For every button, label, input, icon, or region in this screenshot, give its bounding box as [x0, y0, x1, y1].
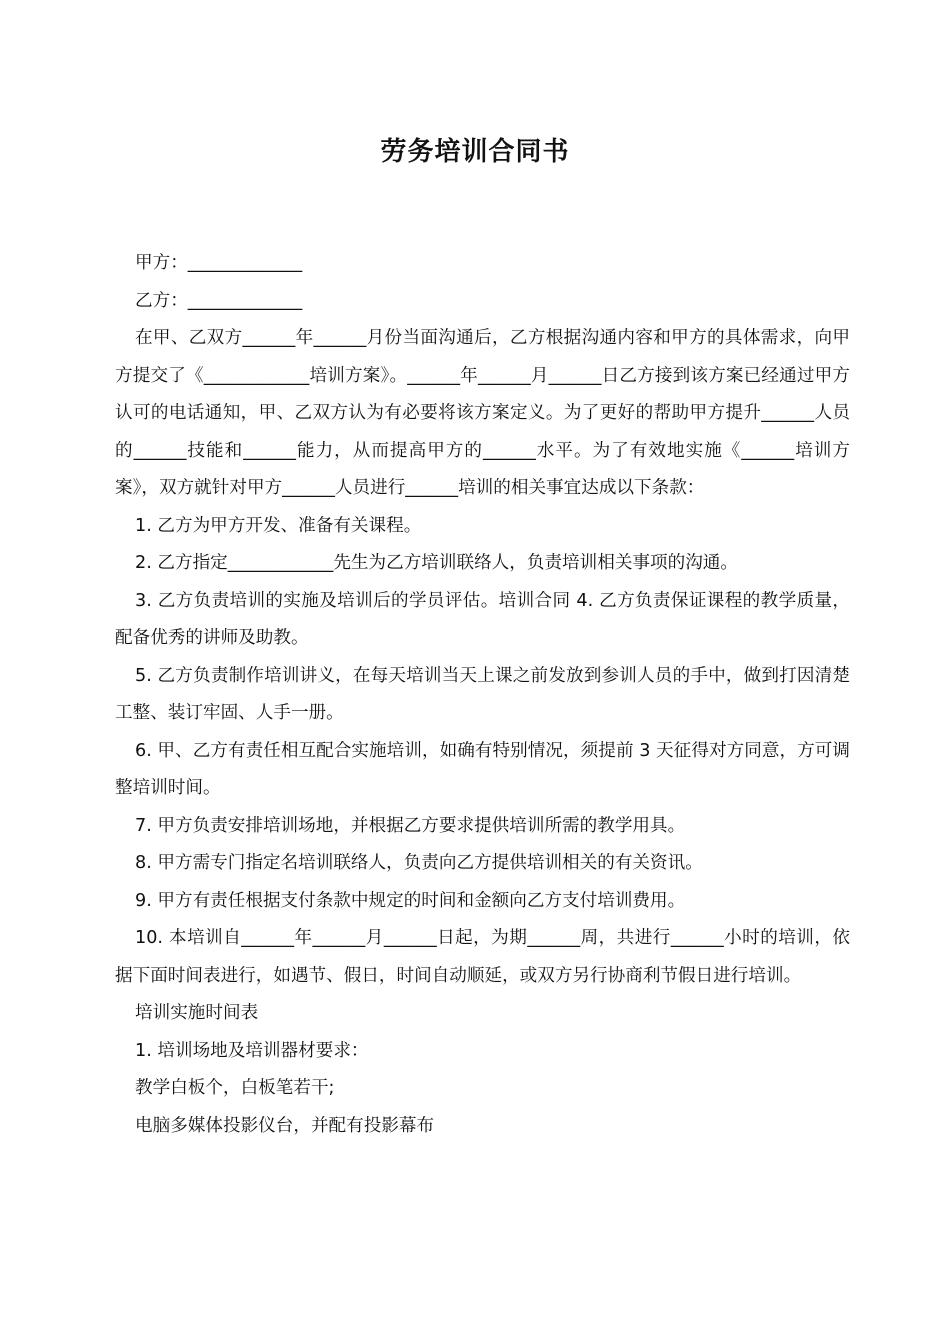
document-title: 劳务培训合同书 [380, 137, 570, 167]
venue-heading: 1. 培训场地及培训器材要求： [135, 1040, 369, 1061]
clause-5: 5. 乙方负责制作培训讲义，在每天培训当天上课之前发放到参训人员的手中，做到打因清楚工整、装订牢固、人手一册。 [115, 665, 850, 723]
equipment-item-2: 电脑多媒体投影仪台，并配有投影幕布 [135, 1115, 435, 1136]
equipment-item-1: 教学白板个，白板笔若干; [135, 1078, 335, 1098]
clause-6: 6. 甲、乙方有责任相互配合实施培训，如确有特别情况，须提前 3 天征得对方同意，方可调整培训时间。 [115, 740, 850, 798]
document-body [115, 245, 850, 1145]
clause-9: 9. 甲方有责任根据支付条款中规定的时间和金额向乙方支付培训费用。 [135, 890, 686, 911]
clause-7: 7. 甲方负责安排培训场地，并根据乙方要求提供培训所需的教学用具。 [135, 815, 686, 836]
schedule-title: 培训实施时间表 [135, 1003, 259, 1023]
clause-8: 8. 甲方需专门指定名培训联络人，负责向乙方提供培训相关的有关资讯。 [135, 853, 703, 873]
party-b-line: 乙方：_____________ [135, 290, 303, 311]
clause-10: 10. 本培训自______年______月______日起，为期______周，共进行______小时的培训，依据下面时间表进行，如遇节、假日，时间自动顺延，或双方另行协商利节假日进行培训。 [115, 928, 850, 986]
party-a-line: 甲方：_____________ [135, 253, 303, 273]
clause-3: 3. 乙方负责培训的实施及培训后的学员评估。培训合同 4. 乙方负责保证课程的教学质量，配备优秀的讲师及助教。 [115, 590, 850, 648]
intro-paragraph: 在甲、乙双方______年______月份当面沟通后，乙方根据沟通内容和甲方的具体需求，向甲方提交了《____________培训方案》。______年______月______日乙方接到该方案已经通过甲方认可的电话通知，甲、乙双方认为有必要将该方案定义。为了更好的帮助甲方提升______人员的______技能和______能力，从而提高甲方的______水平。为了有效地实施《______培训方案》，双方就针对甲方______人员进行______培训的相关事宜达成以下条款： [115, 328, 850, 498]
clause-2: 2. 乙方指定____________先生为乙方培训联络人，负责培训相关事项的沟通。 [135, 553, 738, 573]
clause-1: 1. 乙方为甲方开发、准备有关课程。 [135, 515, 422, 536]
